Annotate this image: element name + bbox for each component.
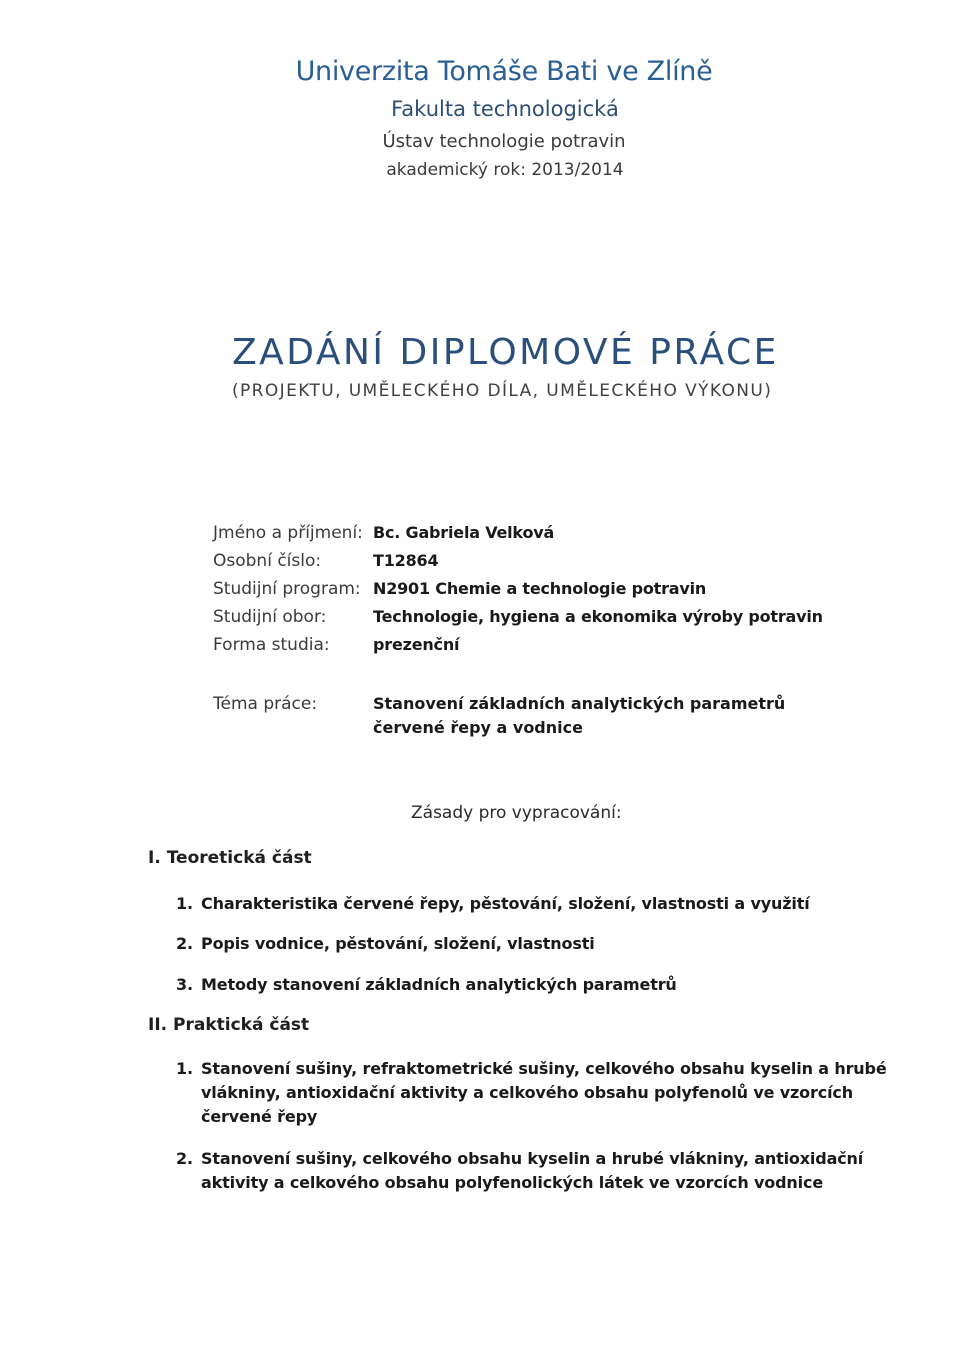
field-value: Technologie, hygiena a ekonomika výroby potravin [373,607,823,626]
document-title: ZADÁNÍ DIPLOMOVÉ PRÁCE [232,332,779,373]
item-text: Popis vodnice, pěstování, složení, vlastnosti [201,934,595,953]
list-item [176,932,896,956]
academic-year: akademický rok: 2013/2014 [386,160,624,180]
id-label: Osobní číslo: [213,551,322,571]
header [0,56,960,180]
topic-line-1: Stanovení základních analytických parametrů [373,694,786,713]
theory-heading: I. Teoretická část [148,848,312,868]
list-item [176,892,896,916]
item-text: Metody stanovení základních analytických parametrů [201,975,677,994]
item-text: Stanovení sušiny, refraktometrické sušiny, celkového obsahu kyselin a hrubé vlákniny, antioxidační aktivity a celkového obsahu polyfenolů ve vzorcích červené řepy [201,1059,887,1126]
item-number: 2. [176,934,193,953]
item-number: 1. [176,1059,193,1078]
info-row-name [213,519,823,547]
item-number: 1. [176,894,193,913]
topic-label: Téma práce: [213,694,318,714]
principles-heading: Zásady pro vypracování: [411,803,622,823]
field-label: Studijní obor: [213,607,327,627]
university-name: Univerzita Tomáše Bati ve Zlíně [295,56,713,87]
list-item [176,973,896,997]
topic-value [373,692,785,740]
program-value: N2901 Chemie a technologie potravin [373,579,707,598]
topic-line-2: červené řepy a vodnice [373,718,583,737]
student-info [213,519,823,659]
list-item [176,1057,896,1129]
name-value: Bc. Gabriela Velková [373,523,555,542]
document-subtitle: (PROJEKTU, UMĚLECKÉHO DÍLA, UMĚLECKÉHO VÝKONU) [232,381,773,401]
item-text: Charakteristika červené řepy, pěstování, složení, vlastnosti a využití [201,894,810,913]
list-item [176,1147,896,1195]
form-value: prezenční [373,635,460,654]
info-row-field [213,603,823,631]
form-label: Forma studia: [213,635,330,655]
faculty-name: Fakulta technologická [391,97,619,121]
name-label: Jméno a příjmení: [213,523,363,543]
program-label: Studijní program: [213,579,361,599]
info-row-form [213,631,823,659]
practice-heading: II. Praktická část [148,1015,310,1035]
id-value: T12864 [373,551,439,570]
info-row-program [213,575,823,603]
item-number: 2. [176,1149,193,1168]
item-text: Stanovení sušiny, celkového obsahu kyselin a hrubé vlákniny, antioxidační aktivity a celkového obsahu polyfenolických látek ve vzorcích vodnice [201,1149,864,1192]
info-row-id [213,547,823,575]
institute-name: Ústav technologie potravin [382,131,626,152]
item-number: 3. [176,975,193,994]
thesis-topic [213,692,785,740]
